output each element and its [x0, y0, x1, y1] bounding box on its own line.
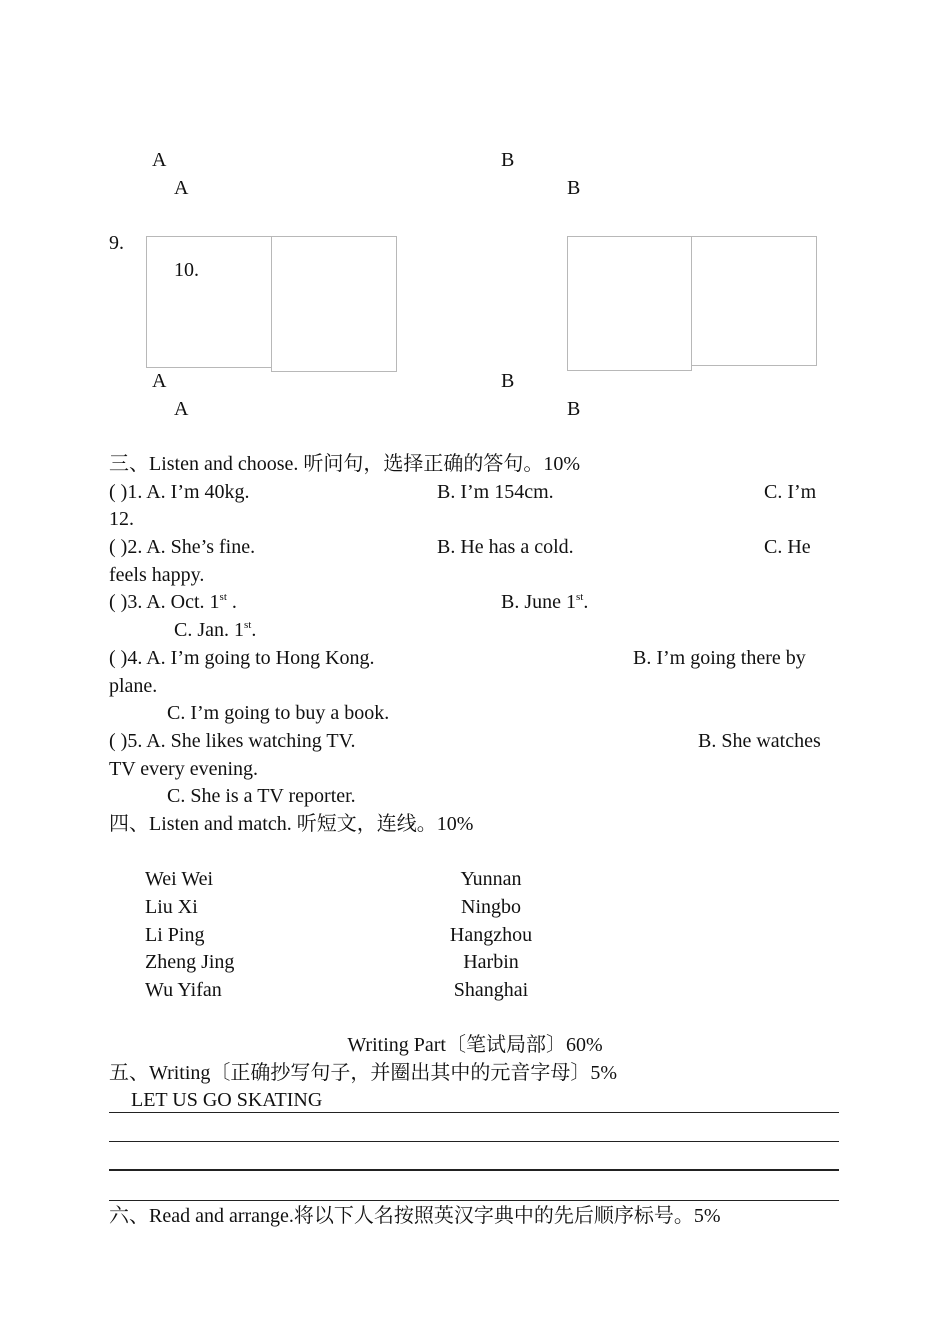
match-place: Hangzhou: [449, 924, 533, 946]
picture-label-a: A: [174, 398, 189, 420]
q4-option-b-cont: plane.: [109, 675, 158, 697]
writing-line: [109, 1112, 839, 1113]
match-place: Harbin: [463, 951, 519, 973]
picture-label-a: A: [174, 177, 189, 199]
picture-box-9a: [146, 236, 272, 368]
q5-option-a: ( )5. A. She likes watching TV.: [109, 730, 356, 752]
match-name: Wei Wei: [145, 868, 214, 890]
picture-box-10a: [567, 236, 692, 371]
section-3-title: 三、Listen and choose. 听问句，选择正确的答句。10%: [109, 453, 581, 475]
match-name: Li Ping: [145, 924, 205, 946]
q4-option-c: C. I’m going to buy a book.: [167, 702, 390, 724]
q3-a-sup: st: [219, 591, 227, 603]
q1-option-c-cont: 12.: [109, 508, 134, 530]
match-place: Shanghai: [453, 979, 529, 1001]
question-number-10: 10.: [174, 259, 199, 281]
picture-box-9b: [271, 236, 397, 372]
picture-box-10b: [691, 236, 817, 366]
q5-option-c: C. She is a TV reporter.: [167, 785, 356, 807]
q3-b-end: .: [583, 591, 589, 613]
q3-c-text: C. Jan. 1: [174, 619, 244, 641]
writing-line: [109, 1169, 839, 1171]
q3-a-text: ( )3. A. Oct. 1: [109, 591, 220, 613]
copy-sentence: LET US GO SKATING: [131, 1089, 323, 1111]
picture-label-b: B: [501, 370, 515, 392]
q1-option-c: C. I’m: [764, 481, 817, 503]
q1-option-a: ( )1. A. I’m 40kg.: [109, 481, 250, 503]
q5-option-b: B. She watches: [698, 730, 821, 752]
q3-b-sup: st: [576, 591, 584, 603]
match-place: Yunnan: [460, 868, 522, 890]
q1-option-b: B. I’m 154cm.: [437, 481, 554, 503]
section-5-title: 五、Writing〔正确抄写句子，并圈出其中的元音字母〕5%: [109, 1062, 618, 1084]
q5-option-b-cont: TV every evening.: [109, 758, 259, 780]
picture-label-b: B: [567, 398, 581, 420]
picture-label-a: A: [152, 370, 167, 392]
q3-option-b: [501, 590, 588, 614]
writing-line: [109, 1141, 839, 1142]
match-name: Wu Yifan: [145, 979, 222, 1001]
q4-option-a: ( )4. A. I’m going to Hong Kong.: [109, 647, 375, 669]
q2-option-b: B. He has a cold.: [437, 536, 574, 558]
match-name: Liu Xi: [145, 896, 198, 918]
section-4-title: 四、Listen and match. 听短文，连线。10%: [109, 813, 474, 835]
question-number-9: 9.: [109, 232, 124, 254]
match-name: Zheng Jing: [145, 951, 235, 973]
q3-c-sup: st: [244, 619, 252, 631]
q2-option-a: ( )2. A. She’s fine.: [109, 536, 256, 558]
picture-label-b: B: [501, 149, 515, 171]
writing-part-title: Writing Part〔笔试局部〕60%: [347, 1034, 603, 1056]
section-6-title: 六、Read and arrange.将以下人名按照英汉字典中的先后顺序标号。5%: [109, 1205, 721, 1227]
q3-option-c: [174, 618, 256, 642]
q2-option-c: C. He: [764, 536, 811, 558]
match-place: Ningbo: [461, 896, 521, 918]
q3-a-end: .: [226, 591, 237, 613]
q2-option-c-cont: feels happy.: [109, 564, 205, 586]
picture-label-b: B: [567, 177, 581, 199]
q3-c-end: .: [251, 619, 257, 641]
q3-option-a: [109, 590, 237, 614]
picture-label-a: A: [152, 149, 167, 171]
writing-line: [109, 1200, 839, 1201]
q4-option-b: B. I’m going there by: [633, 647, 806, 669]
q3-b-text: B. June 1: [501, 591, 576, 613]
